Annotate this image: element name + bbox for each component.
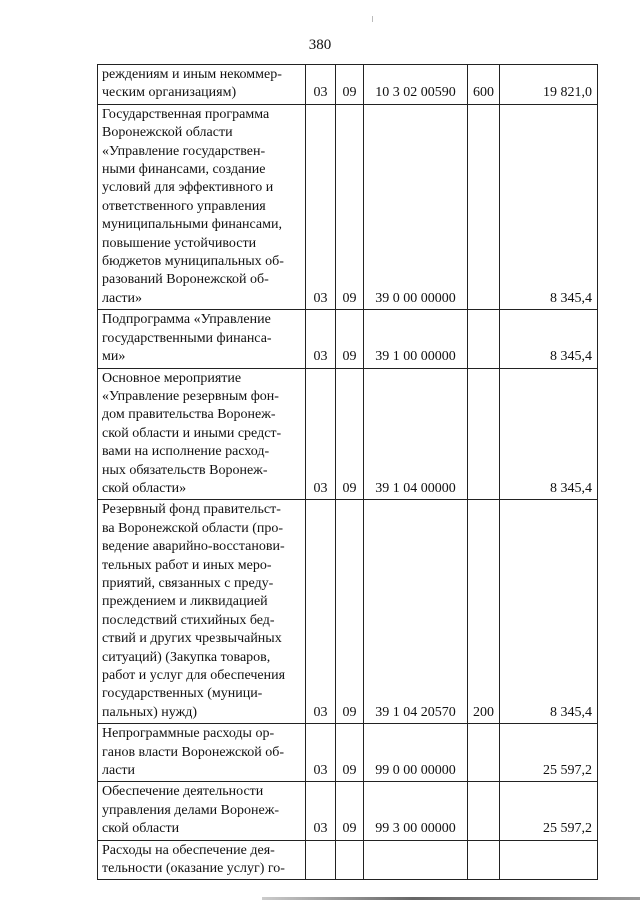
description-line: Подпрограмма «Управление (102, 312, 271, 328)
expense-type-code (468, 310, 500, 368)
description-line: «Управление государствен- (102, 143, 266, 159)
target-article-code: 39 1 04 00000 (364, 368, 468, 500)
description-line: Обеспечение деятельности (102, 784, 264, 800)
description-line: бюджетов муниципальных об- (102, 254, 284, 270)
row-description (98, 500, 306, 724)
description-line: Воронежской области (102, 125, 233, 141)
amount-cell (500, 840, 598, 880)
description-line: управления делами Воронеж- (102, 802, 280, 818)
target-article-code: 99 3 00 00000 (364, 782, 468, 840)
table-row (98, 368, 598, 500)
description-line: ными финансами, создание (102, 162, 266, 178)
table-row (98, 724, 598, 782)
subsection-code: 09 (336, 104, 364, 309)
section-code (306, 840, 336, 880)
section-code: 03 (306, 782, 336, 840)
description-line: ческим организациям) (102, 85, 237, 101)
expense-type-code: 600 (468, 65, 500, 105)
section-code: 03 (306, 500, 336, 724)
description-line: работ и услуг для обеспечения (102, 668, 286, 683)
row-description (98, 368, 306, 500)
expense-type-code (468, 368, 500, 500)
description-line: дом правительства Воронеж- (102, 407, 276, 423)
expense-type-code (468, 104, 500, 309)
description-line: ми» (102, 349, 126, 365)
row-description (98, 724, 306, 782)
scan-edge (262, 897, 640, 900)
description-line: разований Воронежской об- (102, 272, 269, 288)
description-line: государственными финанса- (102, 330, 272, 346)
section-code: 03 (306, 368, 336, 500)
description-line: ных обязательств Воронеж- (102, 462, 268, 478)
subsection-code: 09 (336, 500, 364, 724)
target-article-code: 39 1 00 00000 (364, 310, 468, 368)
section-code: 03 (306, 310, 336, 368)
description-line: ласти (102, 763, 136, 779)
target-article-code: 39 0 00 00000 (364, 104, 468, 309)
subsection-code (336, 840, 364, 880)
target-article-code: 99 0 00 00000 (364, 724, 468, 782)
description-line: ситуаций) (Закупка товаров, (102, 649, 271, 665)
row-description (98, 65, 306, 105)
expense-type-code (468, 724, 500, 782)
description-line: вами на исполнение расход- (102, 444, 270, 460)
target-article-code: 39 1 04 20570 (364, 500, 468, 724)
row-description (98, 840, 306, 880)
row-description (98, 104, 306, 309)
description-line: пальных) нужд) (102, 704, 198, 720)
row-description (98, 310, 306, 368)
description-line: Непрограммные расходы ор- (102, 726, 275, 742)
table-row (98, 500, 598, 724)
description-line: Резервный фонд правительст- (102, 502, 281, 518)
expense-type-code: 200 (468, 500, 500, 724)
amount-cell: 25 597,2 (500, 724, 598, 782)
table-row (98, 104, 598, 309)
description-line: преждением и ликвидацией (102, 594, 268, 610)
description-line: повышение устойчивости (102, 235, 257, 251)
subsection-code: 09 (336, 368, 364, 500)
description-line: ганов власти Воронежской об- (102, 744, 285, 760)
description-line: ской области» (102, 480, 187, 496)
subsection-code: 09 (336, 724, 364, 782)
description-line: Государственная программа (102, 106, 270, 122)
section-code: 03 (306, 65, 336, 105)
budget-table-body (98, 65, 598, 880)
table-row (98, 310, 598, 368)
description-line: последствий стихийных бед- (102, 612, 275, 628)
description-line: ва Воронежской области (про- (102, 520, 284, 536)
target-article-code (364, 840, 468, 880)
table-row (98, 65, 598, 105)
description-line: тельных работ и иных меро- (102, 557, 272, 573)
description-line: ласти» (102, 290, 143, 306)
target-article-code: 10 3 02 00590 (364, 65, 468, 105)
description-line: приятий, связанных с преду- (102, 575, 274, 591)
description-line: Расходы на обеспечение дея- (102, 842, 275, 858)
row-description (98, 782, 306, 840)
description-line: ствий и других чрезвычайных (102, 631, 282, 647)
subsection-code: 09 (336, 310, 364, 368)
budget-table (97, 64, 598, 880)
description-line: условий для эффективного и (102, 180, 274, 196)
section-code: 03 (306, 104, 336, 309)
amount-cell: 8 345,4 (500, 368, 598, 500)
table-row (98, 782, 598, 840)
amount-cell: 8 345,4 (500, 500, 598, 724)
description-line: ской области и иными средст- (102, 425, 282, 441)
expense-type-code (468, 840, 500, 880)
description-line: «Управление резервным фон- (102, 388, 279, 404)
amount-cell: 8 345,4 (500, 310, 598, 368)
page-number: 380 (308, 37, 332, 53)
description-line: ской области (102, 821, 180, 837)
scan-mark (372, 16, 373, 22)
description-line: Основное мероприятие (102, 370, 242, 386)
table-row (98, 840, 598, 880)
section-code: 03 (306, 724, 336, 782)
description-line: тельности (оказание услуг) го- (102, 861, 285, 877)
expense-type-code (468, 782, 500, 840)
description-line: муниципальными финансами, (102, 217, 282, 233)
amount-cell: 25 597,2 (500, 782, 598, 840)
description-line: ответственного управления (102, 198, 266, 214)
description-line: реждениям и иным некоммер- (102, 67, 282, 82)
description-line: государственных (муници- (102, 686, 263, 702)
subsection-code: 09 (336, 782, 364, 840)
description-line: ведение аварийно-восстанови- (102, 539, 285, 555)
amount-cell: 8 345,4 (500, 104, 598, 309)
amount-cell: 19 821,0 (500, 65, 598, 105)
subsection-code: 09 (336, 65, 364, 105)
